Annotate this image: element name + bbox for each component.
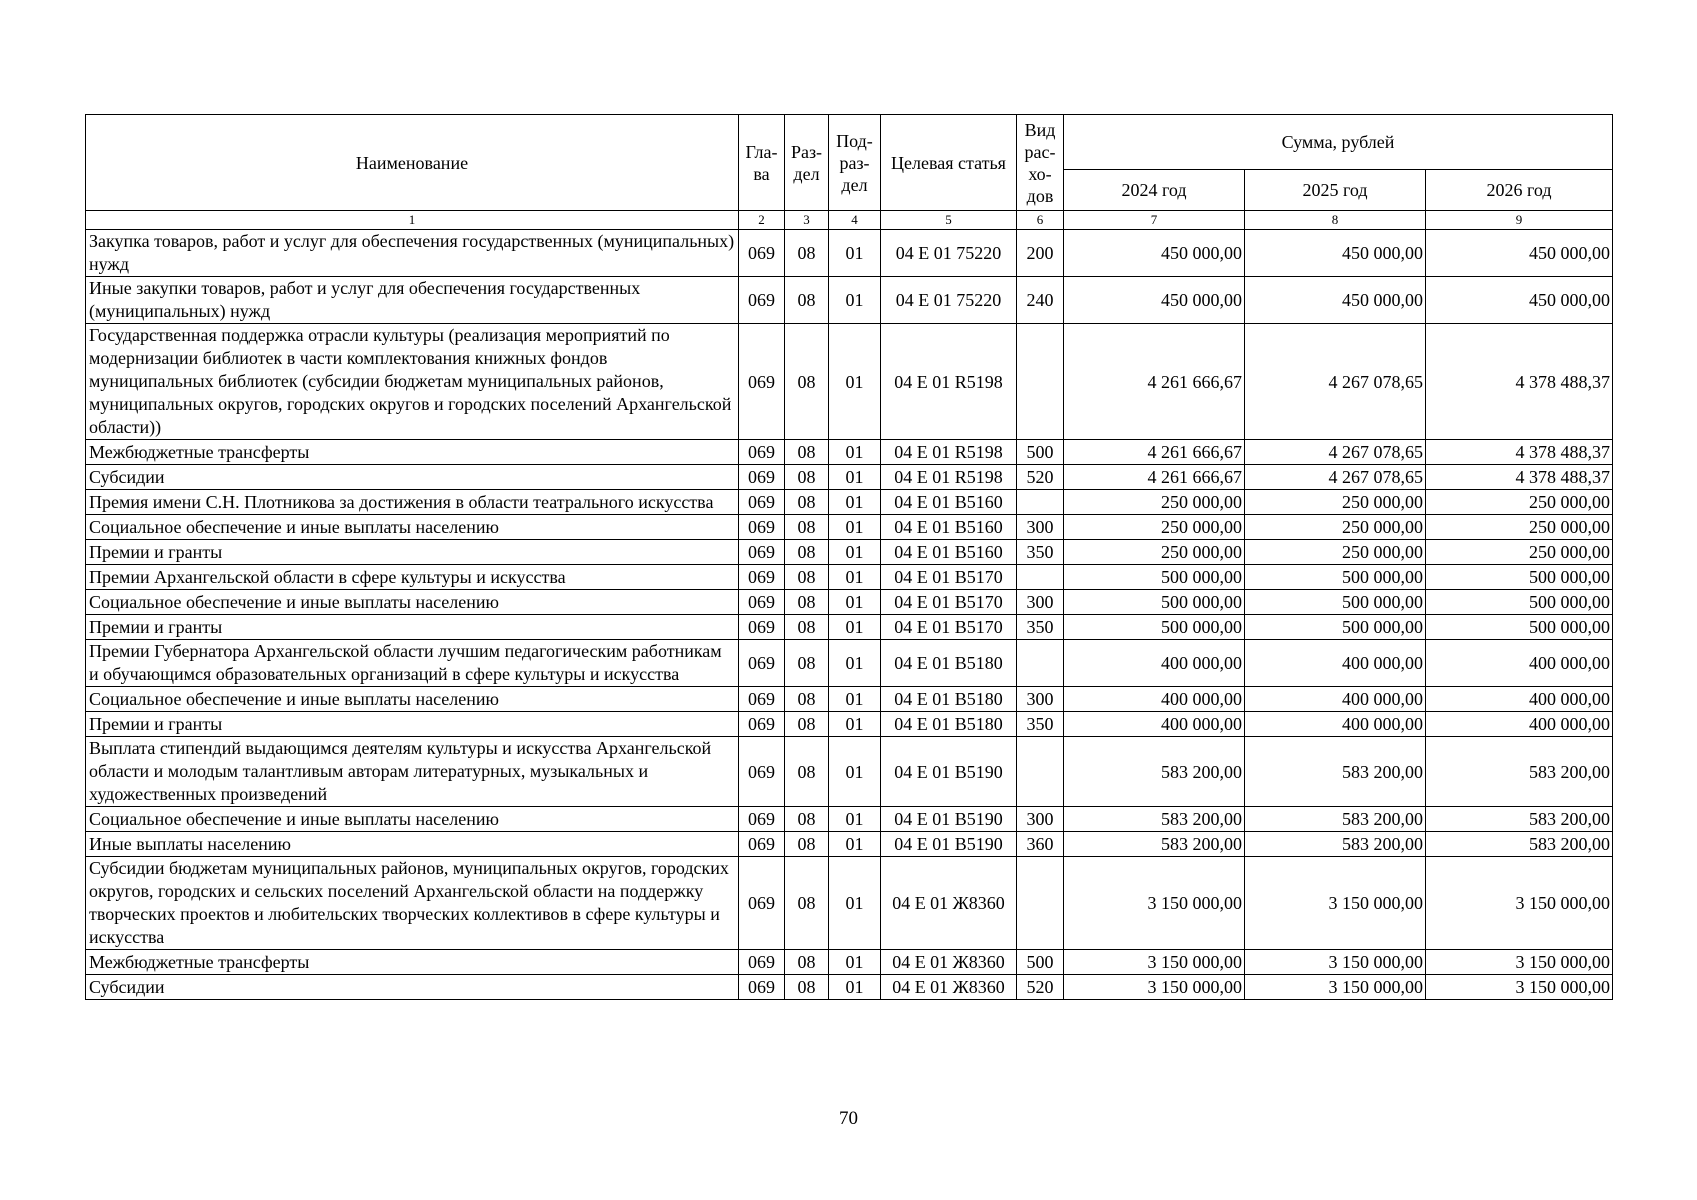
row-amount-2025: 4 267 078,65 bbox=[1245, 465, 1426, 490]
row-celevaya: 04 Е 01 Ж8360 bbox=[881, 975, 1017, 1000]
row-amount-2025: 250 000,00 bbox=[1245, 490, 1426, 515]
row-amount-2024: 450 000,00 bbox=[1064, 277, 1245, 324]
row-name: Субсидии bbox=[86, 975, 739, 1000]
row-celevaya: 04 Е 01 В5160 bbox=[881, 540, 1017, 565]
header-podrazdel: Под- раз- дел bbox=[829, 115, 881, 211]
row-amount-2026: 250 000,00 bbox=[1426, 540, 1613, 565]
row-amount-2024: 3 150 000,00 bbox=[1064, 975, 1245, 1000]
row-amount-2026: 4 378 488,37 bbox=[1426, 440, 1613, 465]
table-row bbox=[86, 230, 1613, 277]
row-vid: 360 bbox=[1017, 832, 1064, 857]
row-celevaya: 04 Е 01 R5198 bbox=[881, 465, 1017, 490]
row-razdel: 08 bbox=[785, 687, 829, 712]
header-glava: Гла- ва bbox=[739, 115, 785, 211]
row-celevaya: 04 Е 01 В5170 bbox=[881, 565, 1017, 590]
row-amount-2024: 250 000,00 bbox=[1064, 540, 1245, 565]
row-name: Выплата стипендий выдающимся деятелям культуры и искусства Архангельской области и молодым талантливым авторам литературных, музыкальных и художественных произведений bbox=[86, 737, 739, 807]
row-amount-2025: 450 000,00 bbox=[1245, 277, 1426, 324]
row-name: Субсидии bbox=[86, 465, 739, 490]
header-celevaya: Целевая статья bbox=[881, 115, 1017, 211]
row-celevaya: 04 Е 01 Ж8360 bbox=[881, 950, 1017, 975]
row-podrazdel: 01 bbox=[829, 737, 881, 807]
row-razdel: 08 bbox=[785, 712, 829, 737]
row-amount-2024: 500 000,00 bbox=[1064, 615, 1245, 640]
header-vid: Вид рас- хо- дов bbox=[1017, 115, 1064, 211]
row-name: Премии Архангельской области в сфере культуры и искусства bbox=[86, 565, 739, 590]
row-glava: 069 bbox=[739, 440, 785, 465]
row-amount-2024: 3 150 000,00 bbox=[1064, 857, 1245, 950]
column-number: 7 bbox=[1064, 211, 1245, 230]
row-amount-2026: 250 000,00 bbox=[1426, 515, 1613, 540]
row-amount-2025: 583 200,00 bbox=[1245, 832, 1426, 857]
row-celevaya: 04 Е 01 В5180 bbox=[881, 640, 1017, 687]
table-row bbox=[86, 857, 1613, 950]
row-name: Иные закупки товаров, работ и услуг для обеспечения государственных (муниципальных) нужд bbox=[86, 277, 739, 324]
table-row bbox=[86, 490, 1613, 515]
row-razdel: 08 bbox=[785, 515, 829, 540]
row-vid bbox=[1017, 857, 1064, 950]
row-amount-2025: 4 267 078,65 bbox=[1245, 324, 1426, 440]
row-amount-2025: 3 150 000,00 bbox=[1245, 975, 1426, 1000]
row-name: Социальное обеспечение и иные выплаты населению bbox=[86, 687, 739, 712]
table-row bbox=[86, 950, 1613, 975]
row-razdel: 08 bbox=[785, 737, 829, 807]
row-vid: 240 bbox=[1017, 277, 1064, 324]
row-name: Закупка товаров, работ и услуг для обеспечения государственных (муниципальных) нужд bbox=[86, 230, 739, 277]
row-amount-2026: 500 000,00 bbox=[1426, 565, 1613, 590]
row-podrazdel: 01 bbox=[829, 712, 881, 737]
row-amount-2026: 450 000,00 bbox=[1426, 277, 1613, 324]
row-vid: 350 bbox=[1017, 540, 1064, 565]
row-amount-2026: 500 000,00 bbox=[1426, 590, 1613, 615]
row-amount-2025: 400 000,00 bbox=[1245, 640, 1426, 687]
table-row bbox=[86, 807, 1613, 832]
row-podrazdel: 01 bbox=[829, 687, 881, 712]
table-row bbox=[86, 324, 1613, 440]
row-amount-2024: 4 261 666,67 bbox=[1064, 324, 1245, 440]
row-podrazdel: 01 bbox=[829, 230, 881, 277]
row-podrazdel: 01 bbox=[829, 832, 881, 857]
row-name: Социальное обеспечение и иные выплаты населению bbox=[86, 515, 739, 540]
row-glava: 069 bbox=[739, 515, 785, 540]
row-razdel: 08 bbox=[785, 277, 829, 324]
row-podrazdel: 01 bbox=[829, 950, 881, 975]
row-podrazdel: 01 bbox=[829, 565, 881, 590]
row-celevaya: 04 Е 01 R5198 bbox=[881, 324, 1017, 440]
table-row bbox=[86, 515, 1613, 540]
row-razdel: 08 bbox=[785, 565, 829, 590]
column-number: 5 bbox=[881, 211, 1017, 230]
table-row bbox=[86, 277, 1613, 324]
row-amount-2026: 450 000,00 bbox=[1426, 230, 1613, 277]
row-amount-2025: 500 000,00 bbox=[1245, 615, 1426, 640]
row-glava: 069 bbox=[739, 465, 785, 490]
row-celevaya: 04 Е 01 R5198 bbox=[881, 440, 1017, 465]
row-razdel: 08 bbox=[785, 615, 829, 640]
table-row bbox=[86, 975, 1613, 1000]
row-glava: 069 bbox=[739, 540, 785, 565]
row-name: Субсидии бюджетам муниципальных районов, муниципальных округов, городских округов, городских и сельских поселений Архангельской области на поддержку творческих проектов и любительских творческих коллективов в сфере культуры и искусства bbox=[86, 857, 739, 950]
row-celevaya: 04 Е 01 В5190 bbox=[881, 807, 1017, 832]
row-glava: 069 bbox=[739, 857, 785, 950]
table-row bbox=[86, 737, 1613, 807]
row-amount-2024: 4 261 666,67 bbox=[1064, 440, 1245, 465]
row-amount-2024: 3 150 000,00 bbox=[1064, 950, 1245, 975]
row-amount-2026: 583 200,00 bbox=[1426, 737, 1613, 807]
row-amount-2024: 583 200,00 bbox=[1064, 737, 1245, 807]
row-razdel: 08 bbox=[785, 832, 829, 857]
row-razdel: 08 bbox=[785, 465, 829, 490]
row-vid: 500 bbox=[1017, 950, 1064, 975]
row-amount-2024: 4 261 666,67 bbox=[1064, 465, 1245, 490]
row-amount-2025: 583 200,00 bbox=[1245, 807, 1426, 832]
row-amount-2024: 583 200,00 bbox=[1064, 807, 1245, 832]
row-amount-2026: 3 150 000,00 bbox=[1426, 857, 1613, 950]
row-vid: 300 bbox=[1017, 687, 1064, 712]
row-podrazdel: 01 bbox=[829, 515, 881, 540]
row-razdel: 08 bbox=[785, 540, 829, 565]
row-amount-2026: 400 000,00 bbox=[1426, 712, 1613, 737]
row-amount-2024: 583 200,00 bbox=[1064, 832, 1245, 857]
row-glava: 069 bbox=[739, 950, 785, 975]
row-name: Межбюджетные трансферты bbox=[86, 950, 739, 975]
row-amount-2025: 500 000,00 bbox=[1245, 590, 1426, 615]
row-celevaya: 04 Е 01 В5160 bbox=[881, 515, 1017, 540]
row-glava: 069 bbox=[739, 712, 785, 737]
row-podrazdel: 01 bbox=[829, 465, 881, 490]
row-amount-2024: 400 000,00 bbox=[1064, 712, 1245, 737]
row-razdel: 08 bbox=[785, 950, 829, 975]
row-celevaya: 04 Е 01 В5170 bbox=[881, 615, 1017, 640]
row-podrazdel: 01 bbox=[829, 857, 881, 950]
row-vid: 350 bbox=[1017, 712, 1064, 737]
row-glava: 069 bbox=[739, 490, 785, 515]
row-vid: 350 bbox=[1017, 615, 1064, 640]
row-podrazdel: 01 bbox=[829, 640, 881, 687]
row-razdel: 08 bbox=[785, 975, 829, 1000]
column-number: 1 bbox=[86, 211, 739, 230]
row-vid: 520 bbox=[1017, 975, 1064, 1000]
row-celevaya: 04 Е 01 В5170 bbox=[881, 590, 1017, 615]
table-row bbox=[86, 687, 1613, 712]
row-amount-2026: 3 150 000,00 bbox=[1426, 950, 1613, 975]
row-glava: 069 bbox=[739, 615, 785, 640]
row-amount-2024: 400 000,00 bbox=[1064, 640, 1245, 687]
table-row bbox=[86, 615, 1613, 640]
row-amount-2024: 250 000,00 bbox=[1064, 515, 1245, 540]
row-razdel: 08 bbox=[785, 640, 829, 687]
header-name: Наименование bbox=[86, 115, 739, 211]
row-podrazdel: 01 bbox=[829, 615, 881, 640]
row-celevaya: 04 Е 01 Ж8360 bbox=[881, 857, 1017, 950]
row-razdel: 08 bbox=[785, 807, 829, 832]
row-amount-2026: 400 000,00 bbox=[1426, 687, 1613, 712]
row-name: Премии Губернатора Архангельской области лучшим педагогическим работникам и обучающимся образовательных организаций в сфере культуры и искусства bbox=[86, 640, 739, 687]
header-2024: 2024 год bbox=[1064, 170, 1245, 211]
row-name: Государственная поддержка отрасли культуры (реализация мероприятий по модернизации библиотек в части комплектования книжных фондов муниципальных библиотек (субсидии бюджетам муниципальных районов, муниципальных округов, городских округов и городских поселений Архангельской области)) bbox=[86, 324, 739, 440]
header-2026: 2026 год bbox=[1426, 170, 1613, 211]
row-glava: 069 bbox=[739, 832, 785, 857]
row-amount-2025: 250 000,00 bbox=[1245, 515, 1426, 540]
row-celevaya: 04 Е 01 В5180 bbox=[881, 712, 1017, 737]
row-podrazdel: 01 bbox=[829, 324, 881, 440]
row-razdel: 08 bbox=[785, 490, 829, 515]
row-amount-2026: 4 378 488,37 bbox=[1426, 465, 1613, 490]
row-celevaya: 04 Е 01 В5190 bbox=[881, 832, 1017, 857]
row-amount-2024: 500 000,00 bbox=[1064, 590, 1245, 615]
row-razdel: 08 bbox=[785, 230, 829, 277]
row-vid: 520 bbox=[1017, 465, 1064, 490]
row-name: Социальное обеспечение и иные выплаты населению bbox=[86, 590, 739, 615]
row-glava: 069 bbox=[739, 687, 785, 712]
row-amount-2025: 500 000,00 bbox=[1245, 565, 1426, 590]
row-podrazdel: 01 bbox=[829, 590, 881, 615]
row-glava: 069 bbox=[739, 737, 785, 807]
table-row bbox=[86, 640, 1613, 687]
row-glava: 069 bbox=[739, 324, 785, 440]
row-vid bbox=[1017, 490, 1064, 515]
row-vid: 300 bbox=[1017, 515, 1064, 540]
table-row bbox=[86, 565, 1613, 590]
row-amount-2025: 4 267 078,65 bbox=[1245, 440, 1426, 465]
row-name: Межбюджетные трансферты bbox=[86, 440, 739, 465]
row-vid: 500 bbox=[1017, 440, 1064, 465]
row-amount-2024: 500 000,00 bbox=[1064, 565, 1245, 590]
page-number: 70 bbox=[839, 1108, 858, 1129]
row-glava: 069 bbox=[739, 975, 785, 1000]
row-name: Премии и гранты bbox=[86, 615, 739, 640]
row-vid bbox=[1017, 640, 1064, 687]
header-summa: Сумма, рублей bbox=[1064, 115, 1613, 170]
row-amount-2025: 3 150 000,00 bbox=[1245, 857, 1426, 950]
row-amount-2025: 400 000,00 bbox=[1245, 687, 1426, 712]
row-amount-2025: 450 000,00 bbox=[1245, 230, 1426, 277]
row-amount-2025: 250 000,00 bbox=[1245, 540, 1426, 565]
row-podrazdel: 01 bbox=[829, 490, 881, 515]
header-2025: 2025 год bbox=[1245, 170, 1426, 211]
column-number: 6 bbox=[1017, 211, 1064, 230]
row-celevaya: 04 Е 01 75220 bbox=[881, 230, 1017, 277]
row-glava: 069 bbox=[739, 230, 785, 277]
row-glava: 069 bbox=[739, 807, 785, 832]
row-podrazdel: 01 bbox=[829, 975, 881, 1000]
row-name: Премия имени С.Н. Плотникова за достижения в области театрального искусства bbox=[86, 490, 739, 515]
row-amount-2026: 400 000,00 bbox=[1426, 640, 1613, 687]
row-glava: 069 bbox=[739, 590, 785, 615]
row-vid: 300 bbox=[1017, 590, 1064, 615]
row-celevaya: 04 Е 01 В5160 bbox=[881, 490, 1017, 515]
table-row bbox=[86, 590, 1613, 615]
table-row bbox=[86, 465, 1613, 490]
row-name: Социальное обеспечение и иные выплаты населению bbox=[86, 807, 739, 832]
row-name: Иные выплаты населению bbox=[86, 832, 739, 857]
row-amount-2026: 250 000,00 bbox=[1426, 490, 1613, 515]
row-amount-2026: 4 378 488,37 bbox=[1426, 324, 1613, 440]
table-row bbox=[86, 440, 1613, 465]
column-number: 4 bbox=[829, 211, 881, 230]
row-vid bbox=[1017, 565, 1064, 590]
row-amount-2025: 3 150 000,00 bbox=[1245, 950, 1426, 975]
row-vid bbox=[1017, 737, 1064, 807]
row-celevaya: 04 Е 01 В5180 bbox=[881, 687, 1017, 712]
row-razdel: 08 bbox=[785, 324, 829, 440]
row-amount-2024: 450 000,00 bbox=[1064, 230, 1245, 277]
row-amount-2024: 400 000,00 bbox=[1064, 687, 1245, 712]
budget-table bbox=[85, 114, 1613, 1000]
row-amount-2026: 3 150 000,00 bbox=[1426, 975, 1613, 1000]
row-podrazdel: 01 bbox=[829, 277, 881, 324]
row-vid bbox=[1017, 324, 1064, 440]
row-vid: 300 bbox=[1017, 807, 1064, 832]
row-glava: 069 bbox=[739, 565, 785, 590]
row-razdel: 08 bbox=[785, 590, 829, 615]
row-celevaya: 04 Е 01 В5190 bbox=[881, 737, 1017, 807]
row-razdel: 08 bbox=[785, 857, 829, 950]
column-number: 8 bbox=[1245, 211, 1426, 230]
row-glava: 069 bbox=[739, 277, 785, 324]
row-amount-2025: 583 200,00 bbox=[1245, 737, 1426, 807]
column-number: 3 bbox=[785, 211, 829, 230]
row-celevaya: 04 Е 01 75220 bbox=[881, 277, 1017, 324]
row-razdel: 08 bbox=[785, 440, 829, 465]
table-row bbox=[86, 832, 1613, 857]
row-podrazdel: 01 bbox=[829, 440, 881, 465]
header-razdel: Раз- дел bbox=[785, 115, 829, 211]
column-number: 2 bbox=[739, 211, 785, 230]
row-name: Премии и гранты bbox=[86, 540, 739, 565]
row-amount-2026: 583 200,00 bbox=[1426, 832, 1613, 857]
row-podrazdel: 01 bbox=[829, 540, 881, 565]
row-amount-2026: 500 000,00 bbox=[1426, 615, 1613, 640]
row-glava: 069 bbox=[739, 640, 785, 687]
row-name: Премии и гранты bbox=[86, 712, 739, 737]
row-amount-2024: 250 000,00 bbox=[1064, 490, 1245, 515]
table-body bbox=[86, 230, 1613, 1000]
table-row bbox=[86, 712, 1613, 737]
row-podrazdel: 01 bbox=[829, 807, 881, 832]
column-number: 9 bbox=[1426, 211, 1613, 230]
row-vid: 200 bbox=[1017, 230, 1064, 277]
row-amount-2026: 583 200,00 bbox=[1426, 807, 1613, 832]
row-amount-2025: 400 000,00 bbox=[1245, 712, 1426, 737]
table-row bbox=[86, 540, 1613, 565]
